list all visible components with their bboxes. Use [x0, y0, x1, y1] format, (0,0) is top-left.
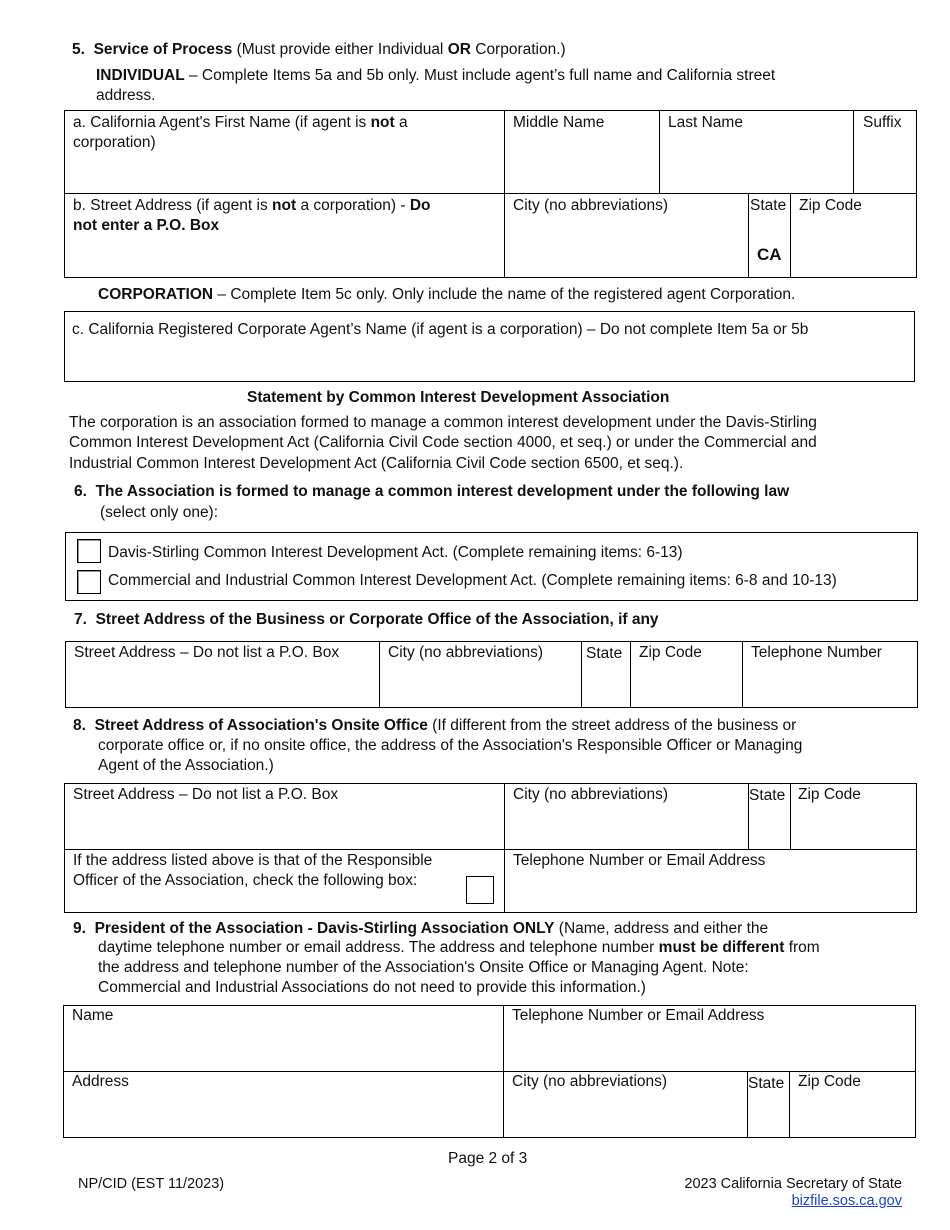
col-divider: [504, 110, 505, 278]
president-address-field[interactable]: Address: [72, 1073, 129, 1090]
col-divider: [659, 110, 660, 193]
section-9-line4: Commercial and Industrial Associations do not need to provide this information.): [98, 979, 646, 996]
street-label: b. Street Address (if agent is: [73, 197, 273, 214]
col-divider: [790, 193, 791, 278]
individual-instruction: [96, 66, 775, 86]
statement-line1: The corporation is an association formed to manage a common interest development under the Davis-Stirling: [69, 414, 817, 431]
president-phone-email-field[interactable]: Telephone Number or Email Address: [512, 1007, 765, 1024]
business-state-field[interactable]: State: [586, 645, 623, 662]
section-5-sub-post: Corporation.): [470, 41, 566, 58]
page-number: Page 2 of 3: [448, 1150, 528, 1167]
section-9-heading: [73, 919, 768, 939]
president-name-field[interactable]: Name: [72, 1007, 114, 1024]
agent-zip-field[interactable]: Zip Code: [799, 197, 862, 214]
section-9-title: President of the Association - Davis-Stirling Association ONLY: [94, 920, 555, 937]
section-6-heading: [74, 482, 789, 502]
bizfile-link[interactable]: bizfile.sos.ca.gov: [791, 1193, 902, 1209]
onsite-zip-field[interactable]: Zip Code: [798, 786, 861, 803]
col-divider: [789, 1071, 790, 1138]
davis-stirling-checkbox[interactable]: [77, 539, 101, 563]
president-zip-field[interactable]: Zip Code: [798, 1073, 861, 1090]
commercial-industrial-checkbox[interactable]: [77, 570, 101, 594]
president-city-field[interactable]: City (no abbreviations): [512, 1073, 668, 1090]
business-city-field[interactable]: City (no abbreviations): [388, 644, 544, 661]
section-8-line3: Agent of the Association.): [98, 757, 274, 774]
responsible-officer-label: [73, 851, 432, 891]
section-5-number: 5.: [72, 41, 85, 58]
col-divider: [503, 1005, 504, 1138]
responsible-officer-checkbox[interactable]: [466, 876, 494, 904]
col-divider: [504, 783, 505, 913]
section-9-line2: [98, 938, 820, 958]
onsite-phone-email-field[interactable]: Telephone Number or Email Address: [513, 852, 766, 869]
agent-state-value: CA: [757, 245, 782, 264]
street-label-line2: not enter a P.O. Box: [73, 217, 220, 234]
section-9-line2-post: from: [784, 939, 820, 956]
street-label-mid: a corporation) -: [296, 197, 410, 214]
business-zip-field[interactable]: Zip Code: [639, 644, 702, 661]
agent-suffix-field[interactable]: Suffix: [863, 114, 902, 131]
section-8-number: 8.: [73, 717, 86, 734]
onsite-city-field[interactable]: City (no abbreviations): [513, 786, 669, 803]
business-phone-field[interactable]: Telephone Number: [751, 644, 882, 661]
onsite-state-field[interactable]: State: [749, 787, 786, 804]
corporate-agent-name-label: c. California Registered Corporate Agent’s Name (if agent is a corporation) – Do not complete Item 5a or 5b: [72, 321, 809, 338]
section-5-sub-or: OR: [447, 41, 471, 58]
responsible-officer-line1: If the address listed above is that of the Responsible: [73, 852, 433, 869]
corporation-label: CORPORATION: [98, 286, 214, 303]
section-6-number: 6.: [74, 483, 87, 500]
section-6-title: The Association is formed to manage a common interest development under the following law: [95, 483, 790, 500]
section-9-number: 9.: [73, 920, 86, 937]
corporation-instruction: [98, 285, 795, 305]
row-divider: [64, 849, 917, 850]
corporation-instruction-text: – Complete Item 5c only. Only include the name of the registered agent Corporation.: [213, 286, 796, 303]
individual-instruction-line1: – Complete Items 5a and 5b only. Must include agent’s full name and California street: [184, 67, 776, 84]
form-id: NP/CID (EST 11/2023): [78, 1176, 225, 1192]
statement-line2: Common Interest Development Act (California Civil Code section 4000, et seq.) or under the Commercial and: [69, 434, 817, 451]
responsible-officer-line2: Officer of the Association, check the following box:: [73, 872, 418, 889]
footer-link-wrap: [792, 1191, 902, 1211]
section-9-line3: the address and telephone number of the Association's Onsite Office or Managing Agent. Note:: [98, 959, 749, 976]
street-label-bold: not: [272, 197, 297, 214]
section-5-sub-pre: (Must provide either Individual: [236, 41, 448, 58]
commercial-industrial-option-label: Commercial and Industrial Common Interest Development Act. (Complete remaining items: 6-8 and 10-13): [108, 572, 837, 589]
first-name-label-bold: not: [370, 114, 395, 131]
section-5-heading: [72, 40, 566, 60]
street-label-bold2: Do: [409, 197, 431, 214]
section-8-line2: corporate office or, if no onsite office, the address of the Association's Responsible Officer or Managing: [98, 737, 803, 754]
section-9-line2-bold: must be different: [658, 939, 785, 956]
agent-middle-name-field[interactable]: Middle Name: [513, 114, 605, 131]
section-9-line2-pre: daytime telephone number or email address. The address and telephone number: [98, 939, 659, 956]
section-7-heading: [74, 610, 659, 630]
agent-last-name-field[interactable]: Last Name: [668, 114, 743, 131]
section-8-title: Street Address of Association's Onsite Office: [94, 717, 428, 734]
individual-label: INDIVIDUAL: [96, 67, 185, 84]
col-divider: [790, 783, 791, 849]
president-state-field[interactable]: State: [748, 1075, 785, 1092]
first-name-label-post: a: [394, 114, 408, 131]
first-name-label-line2: corporation): [73, 134, 156, 151]
col-divider: [853, 110, 854, 193]
section-6-sub: (select only one):: [100, 504, 219, 521]
business-street-field[interactable]: Street Address – Do not list a P.O. Box: [74, 644, 340, 661]
section-7-number: 7.: [74, 611, 87, 628]
agent-state-label: State: [750, 197, 787, 214]
col-divider: [742, 641, 743, 708]
section-7-title: Street Address of the Business or Corporate Office of the Association, if any: [95, 611, 659, 628]
section-8-line1-rest: (If different from the street address of the business or: [427, 717, 797, 734]
copyright: 2023 California Secretary of State: [684, 1176, 902, 1192]
col-divider: [581, 641, 582, 708]
section-8-heading: [73, 716, 796, 736]
col-divider: [379, 641, 380, 708]
onsite-street-field[interactable]: Street Address – Do not list a P.O. Box: [73, 786, 339, 803]
section-9-line1-rest: (Name, address and either the: [554, 920, 769, 937]
first-name-label: a. California Agent's First Name (if agent is: [73, 114, 371, 131]
davis-stirling-option-label: Davis-Stirling Common Interest Development Act. (Complete remaining items: 6-13): [108, 544, 683, 561]
agent-city-field[interactable]: City (no abbreviations): [513, 197, 669, 214]
col-divider: [630, 641, 631, 708]
statement-line3: Industrial Common Interest Development Act (California Civil Code section 6500, et seq.).: [69, 455, 684, 472]
agent-first-name-field[interactable]: [73, 113, 408, 153]
statement-title: Statement by Common Interest Development Association: [247, 389, 670, 406]
section-5-title: Service of Process: [93, 41, 233, 58]
individual-instruction-line2: address.: [96, 87, 156, 104]
agent-street-address-field[interactable]: [73, 196, 431, 236]
col-divider: [748, 193, 749, 278]
